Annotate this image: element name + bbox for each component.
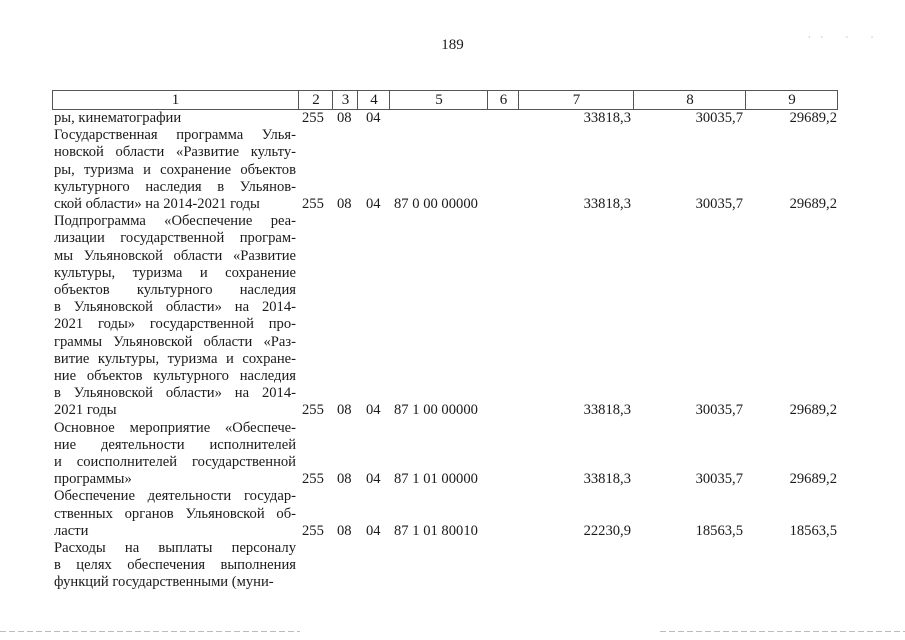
code-subsection: 04: [366, 402, 381, 419]
description-line: функций государственными (муни-: [54, 574, 274, 591]
code-target: 87 1 01 00000: [394, 471, 478, 488]
amount-col-7: 33818,3: [583, 195, 631, 212]
description-line: ние объектов культурного наследия: [54, 368, 296, 385]
code-section: 08: [337, 402, 352, 419]
description-line: объектов культурного наследия: [54, 282, 296, 298]
amount-col-7: 22230,9: [583, 522, 631, 539]
code-section: 08: [337, 110, 352, 126]
description-line: Расходы на выплаты персоналу: [54, 540, 296, 556]
header-col-1: 1: [171, 92, 180, 108]
row-description: [54, 420, 296, 489]
description-line: Основное мероприятие «Обеспече-: [54, 419, 296, 436]
description-line: ласти: [54, 522, 89, 539]
header-col-6: 6: [487, 91, 519, 109]
description-line: 2021 годы» государственной про-: [54, 316, 296, 333]
header-col-4: 4: [357, 91, 390, 109]
scan-specks: ·· · ·: [808, 33, 884, 42]
amount-col-8: 30035,7: [695, 110, 743, 126]
description-line: в Ульяновской области» на 2014-: [54, 385, 296, 402]
description-line: Государственная программа Улья-: [54, 127, 296, 144]
amount-col-9: 29689,2: [789, 195, 837, 212]
description-line: и соисполнителей государственной: [54, 454, 296, 470]
code-target: 87 1 00 00000: [394, 402, 478, 419]
amount-col-8: 30035,7: [695, 195, 743, 212]
code-target: 87 0 00 00000: [394, 195, 478, 212]
row-description: [54, 540, 296, 592]
code-section: 08: [337, 522, 352, 539]
row-description: [54, 110, 296, 127]
description-line: в целях обеспечения выполнения: [54, 557, 296, 574]
scan-artifact-line: [0, 631, 300, 632]
amount-col-8: 30035,7: [695, 402, 743, 419]
amount-col-9: 29689,2: [789, 471, 837, 488]
description-line: культуры, туризма и сохранение: [54, 264, 296, 281]
description-line: Обеспечение деятельности государ-: [54, 488, 296, 505]
amount-col-9: 18563,5: [789, 522, 837, 539]
description-line: витие культуры, туризма и сохране-: [54, 350, 296, 367]
description-line: мы Ульяновской области «Развитие: [54, 247, 296, 264]
code-admin: 255: [302, 195, 324, 212]
code-admin: 255: [302, 522, 324, 539]
description-line: программы»: [54, 471, 132, 488]
description-line: граммы Ульяновской области «Раз-: [54, 333, 296, 350]
description-line: лизации государственной програм-: [54, 230, 296, 247]
description-line: новской области «Развитие культу-: [54, 144, 296, 161]
amount-col-7: 33818,3: [583, 110, 631, 126]
description-line: ственных органов Ульяновской об-: [54, 505, 296, 522]
row-description: [54, 213, 296, 419]
header-col-7: 7: [518, 91, 634, 109]
code-admin: 255: [302, 471, 324, 488]
description-line: 2021 годы: [54, 402, 117, 419]
page-number: 189: [441, 37, 464, 53]
code-admin: 255: [302, 402, 324, 419]
description-line: ры, туризма и сохранение объектов: [54, 161, 296, 178]
code-subsection: 04: [366, 471, 381, 488]
header-col-8: 8: [633, 91, 746, 109]
code-section: 08: [337, 471, 352, 488]
header-col-3: 3: [332, 91, 358, 109]
code-subsection: 04: [366, 522, 381, 539]
description-line: культурного наследия в Ульянов-: [54, 178, 296, 195]
header-col-5: 5: [389, 91, 488, 109]
row-description: [54, 127, 296, 213]
header-col-2: 2: [298, 91, 333, 109]
description-line: в Ульяновской области» на 2014-: [54, 299, 296, 316]
code-section: 08: [337, 195, 352, 212]
code-subsection: 04: [366, 195, 381, 212]
code-subsection: 04: [366, 110, 381, 126]
description-line: ской области» на 2014-2021 годы: [54, 196, 260, 212]
description-line: ры, кинематографии: [54, 110, 182, 126]
scan-artifact-line: [660, 631, 905, 632]
amount-col-8: 18563,5: [695, 522, 743, 539]
row-description: [54, 488, 296, 540]
table-header: [52, 90, 838, 110]
code-admin: 255: [302, 110, 324, 126]
header-col-9: 9: [745, 91, 838, 109]
amount-col-7: 33818,3: [583, 471, 631, 488]
description-line: ние деятельности исполнителей: [54, 436, 296, 453]
amount-col-7: 33818,3: [583, 402, 631, 419]
amount-col-9: 29689,2: [789, 402, 837, 419]
amount-col-8: 30035,7: [695, 471, 743, 488]
amount-col-9: 29689,2: [789, 110, 837, 126]
description-line: Подпрограмма «Обеспечение реа-: [54, 213, 296, 230]
code-target: 87 1 01 80010: [394, 522, 478, 539]
